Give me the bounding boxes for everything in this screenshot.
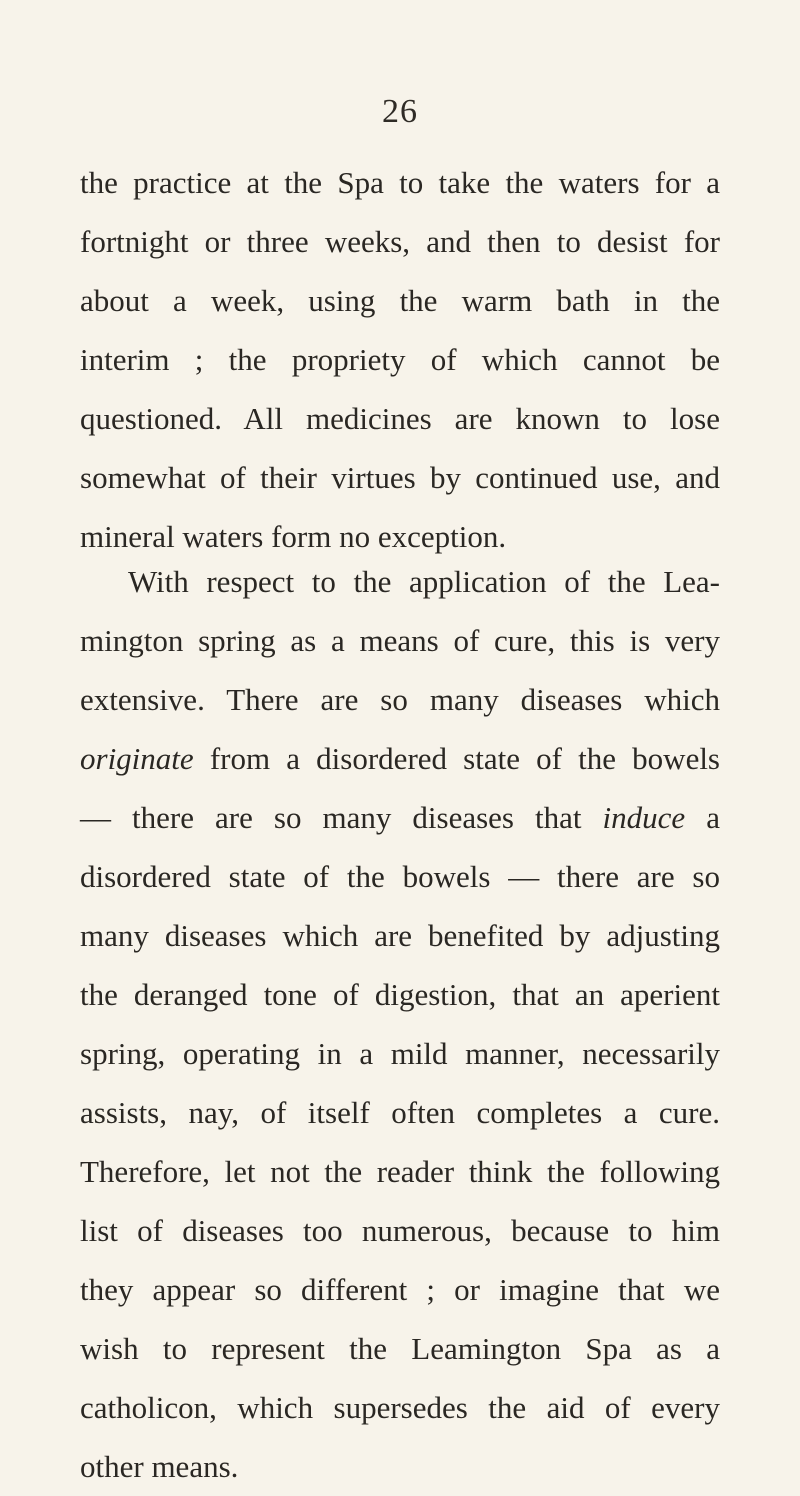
paragraph-1 xyxy=(80,153,720,566)
paragraph-2 xyxy=(80,552,720,1496)
text-line: spring, operating in a mild manner, necessarily xyxy=(80,1036,720,1071)
text-segment: from a disordered state of the bowels xyxy=(193,741,720,776)
text-line: assists, nay, of itself often completes a cure. xyxy=(80,1095,720,1130)
text-line: With respect to the application of the Lea- xyxy=(128,564,720,599)
text-line: mington spring as a means of cure, this is very xyxy=(80,623,720,658)
text-line-with-italic xyxy=(80,788,720,847)
text-line: mineral waters form no exception. xyxy=(80,519,507,554)
text-line: disordered state of the bowels — there are so xyxy=(80,859,720,894)
text-line: fortnight or three weeks, and then to desist for xyxy=(80,224,720,259)
text-line: Therefore, let not the reader think the following xyxy=(80,1154,720,1189)
text-line: many diseases which are benefited by adjusting xyxy=(80,918,720,953)
text-line: the practice at the Spa to take the waters for a xyxy=(80,165,720,200)
text-segment: — there are so many diseases that xyxy=(80,800,603,835)
text-line: about a week, using the warm bath in the xyxy=(80,283,720,318)
text-line: somewhat of their virtues by continued use, and xyxy=(80,460,720,495)
text-line: questioned. All medicines are known to lose xyxy=(80,401,720,436)
italic-word: induce xyxy=(602,800,686,835)
text-segment: a xyxy=(685,800,720,835)
text-line: the deranged tone of digestion, that an aperient xyxy=(80,977,720,1012)
text-line-with-italic xyxy=(80,729,720,788)
text-line: wish to represent the Leamington Spa as a xyxy=(80,1331,720,1366)
text-line: interim ; the propriety of which cannot be xyxy=(80,342,720,377)
text-line: they appear so different ; or imagine that we xyxy=(80,1272,720,1307)
text-line: other means. xyxy=(80,1449,239,1484)
text-line: catholicon, which supersedes the aid of every xyxy=(80,1390,720,1425)
italic-word: originate xyxy=(80,741,194,776)
page-number: 26 xyxy=(382,93,418,130)
text-line: extensive. There are so many diseases which xyxy=(80,682,720,717)
text-line: list of diseases too numerous, because to him xyxy=(80,1213,720,1248)
